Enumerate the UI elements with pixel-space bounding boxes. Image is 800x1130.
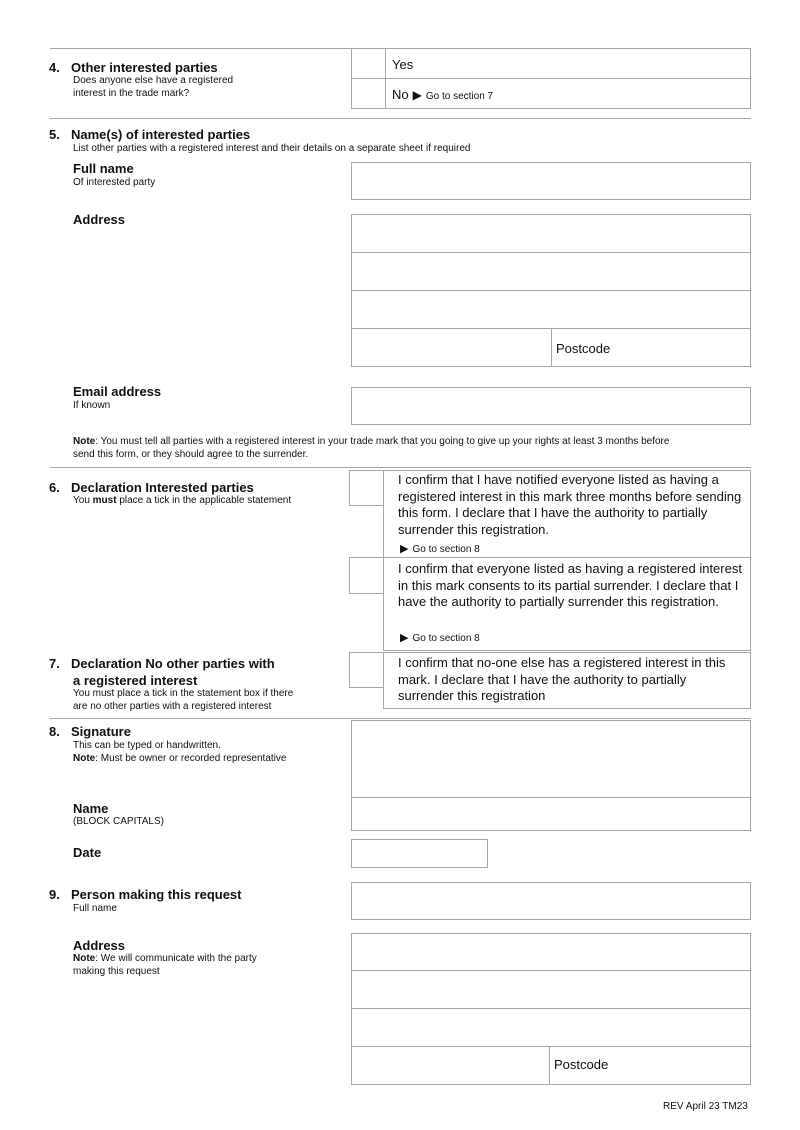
note-text-2: send this form, or they should agree to the surrender.	[73, 449, 309, 460]
no-option	[392, 87, 493, 102]
statement-2-checkbox[interactable]	[349, 557, 384, 594]
arrow-right-icon: ▶	[400, 543, 409, 555]
date-label: Date	[73, 845, 102, 860]
requester-postcode-label: Postcode	[554, 1057, 609, 1072]
requester-address-line-4-input[interactable]	[351, 1046, 550, 1085]
revision-footer: REV April 23 TM23	[663, 1101, 748, 1112]
name-input[interactable]	[351, 797, 751, 831]
no-goto-text: Go to section 7	[425, 91, 494, 102]
section-8-note	[73, 752, 286, 765]
section-6-sub-post: place a tick in the applicable statement	[116, 495, 292, 506]
fullname-subtext: Of interested party	[73, 177, 156, 188]
statement-1-checkbox[interactable]	[349, 470, 384, 506]
email-label: Email address	[73, 384, 162, 399]
address-line-1-input[interactable]	[351, 214, 751, 253]
name-label: Name	[73, 801, 109, 816]
section-9-title: Person making this request	[71, 887, 242, 902]
interested-party-fullname-input[interactable]	[351, 162, 751, 200]
postcode-label: Postcode	[556, 341, 611, 356]
section-9-note	[73, 952, 257, 965]
statement-1-goto-text: Go to section 8	[412, 544, 480, 555]
no-checkbox[interactable]	[351, 78, 386, 109]
section-5-number: 5.	[49, 127, 60, 142]
section-7-subtext-2: are no other parties with a registered interest	[73, 701, 272, 712]
address-label: Address	[73, 212, 126, 227]
requester-address-line-3-input[interactable]	[351, 1008, 751, 1047]
section-4-subtext-2: interest in the trade mark?	[73, 88, 190, 99]
section-7-title-2: a registered interest	[73, 673, 198, 688]
statement-2-goto	[400, 631, 480, 644]
section-5-title: Name(s) of interested parties	[71, 127, 251, 142]
section-8-subtext-1: This can be typed or handwritten.	[73, 740, 221, 751]
date-input[interactable]	[351, 839, 488, 868]
section-7-number: 7.	[49, 656, 60, 671]
arrow-right-icon: ▶	[412, 88, 422, 102]
signature-input[interactable]	[351, 720, 751, 798]
statement-1-text: I confirm that I have notified everyone listed as having a registered interest in this mark three months before sending this form. I declare that I have the authority to partially surrender this registration.	[398, 472, 742, 537]
note-text-1: : You must tell all parties with a registered interest in your trade mark that you going to give up your rights at least 3 months before	[95, 436, 670, 447]
note-line-1	[73, 435, 753, 448]
yes-option-cell	[385, 48, 751, 79]
section-6-title: Declaration Interested parties	[71, 480, 254, 495]
yes-checkbox[interactable]	[351, 48, 386, 79]
section-8-note-bold: Note	[73, 753, 96, 764]
section-9-subtext: Full name	[73, 903, 117, 914]
email-input[interactable]	[351, 387, 751, 425]
section-9-note-text: : We will communicate with the party	[95, 953, 257, 964]
address-line-4-input[interactable]	[351, 328, 552, 367]
section-9-address-label: Address	[73, 938, 126, 953]
section-8-note-text: : Must be owner or recorded representative	[95, 753, 287, 764]
section-6-sub-bold: must	[92, 495, 117, 506]
divider	[50, 467, 751, 468]
no-other-parties-text: I confirm that no-one else has a registered interest in this mark. I declare that I have the authority to partially surrender this registration	[398, 655, 726, 703]
section-9-note-bold: Note	[73, 953, 96, 964]
section-9-note-line-2: making this request	[73, 966, 160, 977]
section-4-title: Other interested parties	[71, 60, 218, 75]
address-line-3-input[interactable]	[351, 290, 751, 329]
section-6-subtext	[73, 494, 291, 507]
section-4-number: 4.	[49, 60, 60, 75]
section-6-number: 6.	[49, 480, 60, 495]
section-7-title-1: Declaration No other parties with	[71, 656, 275, 671]
divider	[50, 718, 751, 719]
arrow-right-icon: ▶	[400, 632, 409, 644]
yes-label: Yes	[392, 57, 414, 72]
section-8-number: 8.	[49, 724, 60, 739]
statement-2-goto-text: Go to section 8	[412, 633, 480, 644]
requester-address-line-2-input[interactable]	[351, 970, 751, 1009]
no-other-parties-checkbox[interactable]	[349, 652, 384, 688]
statement-1-goto	[400, 542, 480, 555]
no-label: No	[392, 87, 409, 102]
section-9-number: 9.	[49, 887, 60, 902]
divider	[50, 118, 751, 119]
fullname-label: Full name	[73, 161, 134, 176]
statement-2-text: I confirm that everyone listed as having a registered interest in this mark consents to its partial surrender. I declare that I have the authority to partially surrender this registration.	[398, 561, 742, 609]
address-line-2-input[interactable]	[351, 252, 751, 291]
requester-address-line-1-input[interactable]	[351, 933, 751, 971]
section-5-subtext: List other parties with a registered interest and their details on a separate sheet if required	[73, 143, 471, 154]
name-subtext: (BLOCK CAPITALS)	[73, 816, 164, 827]
section-7-subtext-1: You must place a tick in the statement box if there	[73, 688, 294, 699]
section-4-subtext-1: Does anyone else have a registered	[73, 75, 234, 86]
section-6-sub-pre: You	[73, 495, 93, 506]
email-subtext: If known	[73, 400, 111, 411]
note-bold: Note	[73, 436, 96, 447]
note-paragraph	[73, 435, 753, 461]
section-8-title: Signature	[71, 724, 131, 739]
requester-fullname-input[interactable]	[351, 882, 751, 920]
